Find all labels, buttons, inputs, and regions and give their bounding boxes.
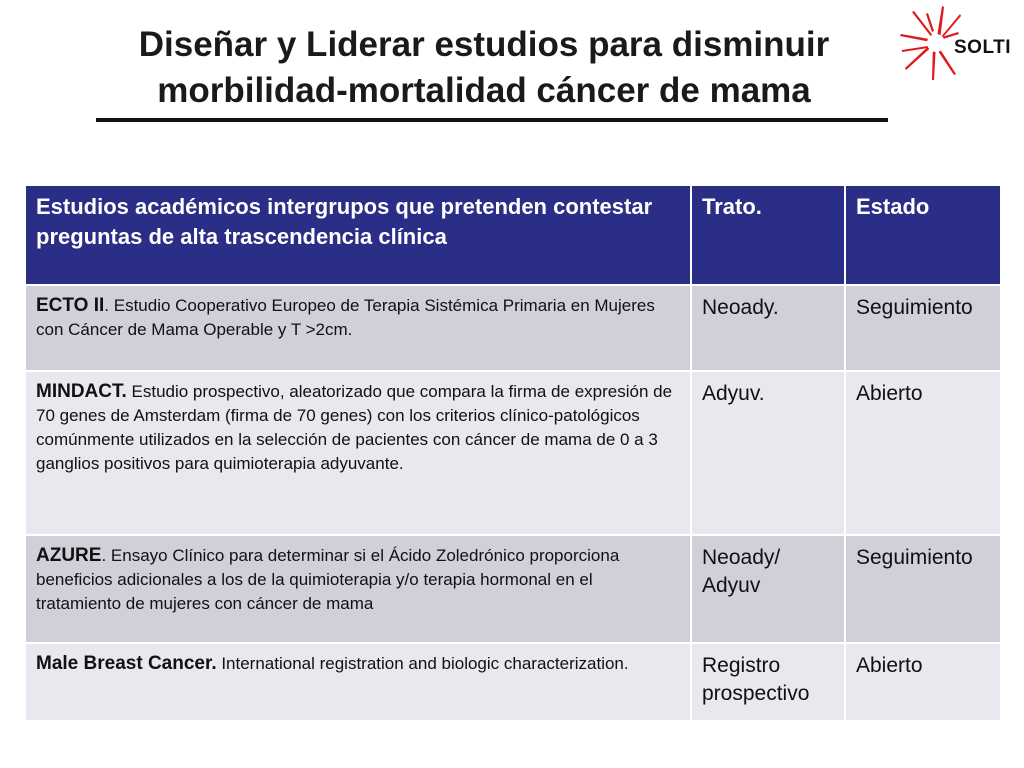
table-row — [25, 285, 1001, 371]
study-description — [25, 535, 691, 643]
study-name: MINDACT. — [36, 381, 127, 402]
study-status: Abierto — [845, 643, 1001, 721]
table-row — [25, 535, 1001, 643]
study-status: Abierto — [845, 371, 1001, 535]
study-description — [25, 285, 691, 371]
study-name: Male Breast Cancer. — [36, 653, 217, 674]
title-underline — [96, 118, 888, 122]
study-treatment: Registro prospectivo — [691, 643, 845, 721]
header-studies: Estudios académicos intergrupos que pretenden contestar preguntas de alta trascendencia clínica — [25, 185, 691, 285]
study-description — [25, 643, 691, 721]
title-line-1: Diseñar y Liderar estudios para disminuir — [138, 25, 830, 64]
header-treatment: Trato. — [691, 185, 845, 285]
study-treatment: Neoady. — [691, 285, 845, 371]
study-description — [25, 371, 691, 535]
study-text: International registration and biologic characterization. — [216, 654, 629, 673]
table-row — [25, 643, 1001, 721]
header-status: Estado — [845, 185, 1001, 285]
study-name: ECTO II — [36, 295, 105, 316]
study-status: Seguimiento — [845, 285, 1001, 371]
study-name: AZURE — [36, 545, 102, 566]
table-header-row — [25, 185, 1001, 285]
study-status: Seguimiento — [845, 535, 1001, 643]
study-text: . Estudio Cooperativo Europeo de Terapia Sistémica Primaria en Mujeres con Cáncer de Mama Operable y T >2cm. — [36, 296, 655, 339]
study-text: . Ensayo Clínico para determinar si el Ácido Zoledrónico proporciona beneficios adicionales a los de la quimioterapia y/o terapia hormonal en el tratamiento de mujeres con cáncer de mama — [36, 546, 620, 613]
study-text: Estudio prospectivo, aleatorizado que compara la firma de expresión de 70 genes de Amsterdam (firma de 70 genes) con los criterios clínico-patológicos comúnmente utilizados en la selección de pacientes con cáncer de mama de 0 a 3 ganglios positivos para quimioterapia adyuvante. — [36, 382, 673, 473]
study-treatment: Adyuv. — [691, 371, 845, 535]
study-treatment: Neoady/ Adyuv — [691, 535, 845, 643]
title-line-2: morbilidad-mortalidad cáncer de mama — [157, 71, 811, 110]
solti-logo — [898, 4, 1012, 82]
table-row — [25, 371, 1001, 535]
slide-title — [40, 22, 928, 114]
logo-text: SOLTI — [954, 37, 1012, 58]
studies-table — [24, 184, 1002, 722]
